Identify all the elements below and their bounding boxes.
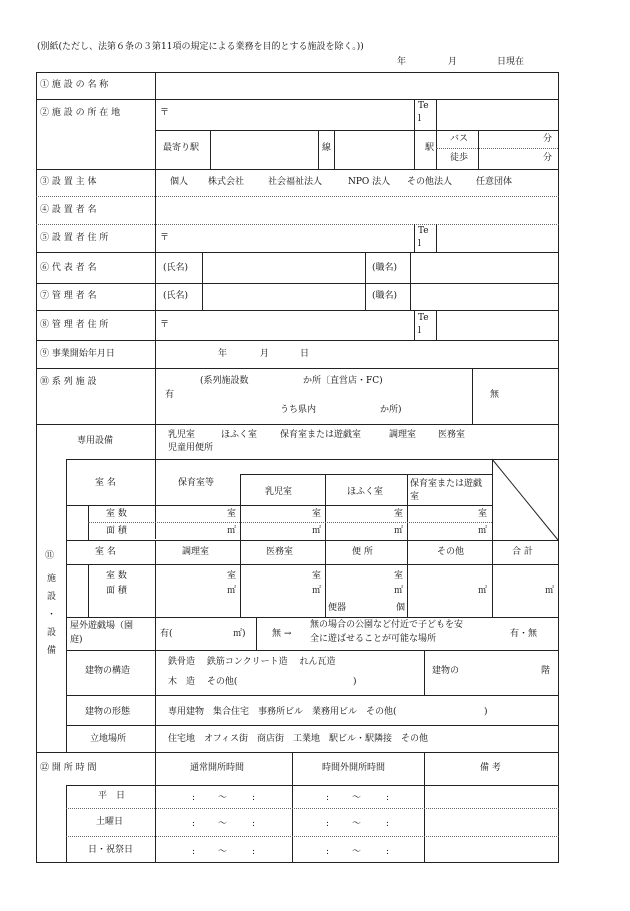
time-tilde-3: ～: [218, 847, 228, 857]
table-rule: [436, 310, 437, 340]
time-colon-1c: :: [326, 793, 330, 803]
dedicated-label: 専用設備: [77, 436, 114, 446]
header-month: 月: [448, 57, 458, 67]
tel-label-2: l: [418, 114, 421, 124]
label-hours: ⑫ 開 所 時 間: [40, 763, 97, 773]
table-rule: [240, 474, 241, 540]
table-rule: [66, 785, 67, 862]
time-colon-3c: :: [326, 847, 330, 857]
time-colon-2b: :: [252, 819, 256, 829]
facility-name-field[interactable]: [160, 80, 550, 94]
unit-area-9: ㎡: [545, 586, 555, 596]
table-rule: [36, 252, 559, 253]
unit-area-8: ㎡: [478, 586, 488, 596]
table-rule: [36, 752, 559, 753]
area-label-2: 面 積: [106, 586, 127, 596]
table-rule: [492, 459, 493, 540]
time-tilde-1b: ～: [352, 793, 362, 803]
form-close-paren: ): [484, 707, 488, 717]
walk-label: 徒歩: [450, 153, 469, 163]
table-rule: [155, 130, 559, 131]
label-equip-c3: ・: [47, 610, 57, 620]
table-rule: [240, 540, 241, 617]
table-rule: [414, 224, 415, 252]
infant-room-header: 乳児室: [265, 487, 293, 497]
holiday-label: 日・祝祭日: [88, 845, 134, 855]
dedicated-kitchen: 調理室: [389, 430, 417, 440]
affiliate-has[interactable]: 有: [165, 390, 175, 400]
table-rule: [36, 310, 559, 311]
weekday-label: 平 日: [98, 791, 126, 801]
table-rule: [436, 148, 558, 149]
total-header: 合 計: [512, 547, 533, 557]
room-name-label-1: 室 名: [95, 478, 116, 488]
unit-room-6: 室: [312, 571, 322, 581]
table-rule: [66, 695, 559, 696]
table-rule: [36, 424, 559, 425]
unit-area-3: ㎡: [394, 526, 404, 536]
outdoor-has-none[interactable]: 有・無: [510, 629, 538, 639]
founder-other-corp[interactable]: その他法人: [407, 177, 453, 187]
time-colon-2a: :: [192, 819, 196, 829]
table-rule: [155, 650, 156, 752]
table-rule: [424, 650, 425, 695]
label-founder-name: ④ 設 置 者 名: [40, 205, 97, 215]
dedicated-toilet: 児童用便所: [168, 443, 214, 453]
table-rule: [334, 130, 335, 169]
unit-room-2: 室: [312, 509, 322, 519]
other-header: その他: [437, 547, 465, 557]
header-year: 年: [397, 57, 407, 67]
table-rule: [66, 459, 559, 460]
outdoor-has[interactable]: 有(: [160, 629, 173, 639]
table-rule: [66, 617, 559, 618]
toilet-seat-unit: 個: [396, 603, 406, 613]
table-rule: [36, 283, 559, 284]
label-equip-c5: 備: [47, 646, 57, 656]
unit-room-5: 室: [227, 571, 237, 581]
start-year: 年: [218, 349, 228, 359]
table-rule: [436, 224, 437, 252]
table-rule: [36, 196, 559, 197]
affiliate-none[interactable]: 無: [490, 390, 500, 400]
rep-name-label: (氏名): [163, 263, 189, 273]
line-label: 線: [322, 143, 332, 153]
mgr-postal: 〒: [160, 320, 170, 330]
founder-voluntary[interactable]: 任意団体: [476, 177, 513, 187]
unit-area-4: ㎡: [478, 526, 488, 536]
founder-postal: 〒: [160, 233, 170, 243]
dedicated-play: 保育室または遊戯室: [280, 430, 362, 440]
outdoor-area-unit: ㎡): [233, 629, 246, 639]
table-rule: [88, 522, 492, 523]
time-colon-2c: :: [326, 819, 330, 829]
label-affiliate: ⑩ 系 列 施 設: [40, 377, 97, 387]
outdoor-label: 屋外遊戯場（園: [70, 621, 134, 631]
postal-mark: 〒: [160, 108, 170, 118]
table-rule: [155, 752, 156, 785]
label-equipment-num: ⑪: [45, 551, 55, 561]
affiliate-count-label: (系列施設数: [200, 376, 249, 386]
outdoor-none[interactable]: 無 →: [272, 629, 292, 639]
toilet-header: 便 所: [352, 547, 373, 557]
nursery-rooms-label: 保育室等: [178, 478, 215, 488]
start-month: 月: [260, 349, 270, 359]
structure-options-1[interactable]: 鉄骨造 鉄筋コンクリート造 れん瓦造: [168, 657, 336, 667]
unit-area-1: ㎡: [227, 526, 237, 536]
mgr-tel: Te: [418, 313, 429, 323]
table-rule: [66, 725, 559, 726]
extra-hours-header: 時間外開所時間: [322, 763, 386, 773]
toilet-seat-label: 便器: [328, 603, 347, 613]
room-count-label-2: 室 数: [106, 571, 127, 581]
table-rule: [36, 99, 559, 100]
table-rule: [202, 252, 203, 310]
table-rule: [292, 752, 293, 862]
affiliate-pref-unit: か所): [380, 405, 402, 415]
medical-header: 医務室: [266, 547, 294, 557]
time-tilde-2: ～: [218, 819, 228, 829]
table-rule: [410, 252, 411, 310]
table-rule: [365, 252, 366, 310]
table-rule: [240, 474, 492, 475]
table-rule: [36, 72, 559, 73]
station-label: 駅: [425, 143, 435, 153]
table-rule: [36, 72, 37, 863]
header-as-of: 日現在: [497, 57, 525, 67]
time-colon-1b: :: [252, 793, 256, 803]
form-options[interactable]: 専用建物 集合住宅 事務所ビル 業務用ビル その他(: [168, 707, 397, 717]
table-rule: [318, 130, 319, 169]
structure-close-paren: ): [353, 677, 357, 687]
founder-tel-2: l: [418, 239, 421, 249]
table-rule: [66, 505, 492, 506]
mgr-title-label: (職名): [372, 291, 398, 301]
time-tilde-1: ～: [218, 793, 228, 803]
unit-area-2: ㎡: [312, 526, 322, 536]
table-rule: [66, 785, 559, 786]
unit-room-1: 室: [227, 509, 237, 519]
table-rule: [436, 99, 437, 130]
table-rule: [558, 72, 559, 863]
table-rule: [66, 650, 559, 651]
structure-label: 建物の構造: [85, 666, 131, 676]
building-floor-label: 建物の: [432, 666, 460, 676]
time-colon-2d: :: [386, 819, 390, 829]
floor-unit: 階: [541, 666, 551, 676]
table-rule: [88, 564, 89, 617]
dedicated-infant: 乳児室: [168, 430, 196, 440]
label-equip-c2: 設: [47, 592, 57, 602]
table-rule: [36, 169, 559, 170]
table-rule: [414, 310, 415, 340]
corner-diagonal-top: [492, 459, 558, 540]
table-rule: [478, 130, 479, 169]
rep-title-label: (職名): [372, 263, 398, 273]
founder-welfare[interactable]: 社会福祉法人: [268, 177, 323, 187]
label-start-date: ⑨ 事業開始年月日: [40, 349, 115, 359]
room-name-label-2: 室 名: [95, 547, 116, 557]
table-rule: [407, 540, 408, 617]
time-colon-3b: :: [252, 847, 256, 857]
table-rule: [66, 836, 559, 837]
tel-label: Te: [418, 101, 429, 111]
affiliate-count-unit: か所〔直営店・FC): [303, 376, 383, 386]
outdoor-none-note-1: 無の場合の公園など付近で子どもを安: [310, 620, 464, 630]
table-rule: [492, 540, 493, 617]
time-colon-1a: :: [192, 793, 196, 803]
label-equip-c1: 施: [47, 574, 57, 584]
bus-label: バス: [450, 134, 469, 144]
remarks-header: 備 考: [480, 763, 501, 773]
label-facility-name: ① 施 設 の 名 称: [40, 80, 109, 90]
table-rule: [66, 564, 559, 565]
time-colon-1d: :: [386, 793, 390, 803]
outdoor-label-2: 庭): [70, 635, 83, 645]
mgr-name-label: (氏名): [163, 291, 189, 301]
label-manager-address: ⑧ 管 理 者 住 所: [40, 320, 109, 330]
play-room-header: 保育室または遊戯: [410, 479, 483, 489]
kitchen-header: 調理室: [182, 547, 210, 557]
table-rule: [66, 808, 559, 809]
header-note: (別紙(ただし、法第６条の３第11項の規定による業務を目的とする施設を除く。)): [37, 42, 364, 52]
table-rule: [155, 72, 156, 424]
site-options[interactable]: 住宅地 オフィス街 商店街 工業地 駅ビル・駅隣接 その他: [168, 734, 429, 744]
time-tilde-2b: ～: [352, 819, 362, 829]
table-rule: [36, 224, 559, 225]
bus-minutes: 分: [543, 134, 553, 144]
table-rule: [436, 130, 437, 169]
table-rule: [155, 617, 156, 650]
play-room-header-2: 室: [410, 492, 420, 502]
room-count-label-1: 室 数: [106, 509, 127, 519]
label-manager: ⑦ 管 理 者 名: [40, 291, 97, 301]
founder-individual[interactable]: 個人: [170, 177, 189, 187]
table-rule: [155, 540, 156, 617]
time-tilde-3b: ～: [352, 847, 362, 857]
table-rule: [414, 99, 415, 169]
table-rule: [325, 474, 326, 540]
unit-room-7: 室: [394, 571, 404, 581]
table-rule: [36, 862, 559, 863]
label-facility-address: ② 施 設 の 所 在 地: [40, 108, 121, 118]
walk-minutes: 分: [543, 153, 553, 163]
mgr-tel-2: l: [418, 326, 421, 336]
table-rule: [66, 459, 67, 752]
start-day: 日: [300, 349, 310, 359]
table-rule: [36, 368, 559, 369]
table-rule: [210, 130, 211, 169]
unit-area-5: ㎡: [227, 586, 237, 596]
nearest-station-label: 最寄り駅: [163, 143, 200, 153]
table-rule: [155, 459, 156, 539]
label-equip-c4: 設: [47, 628, 57, 638]
table-rule: [256, 617, 257, 650]
dedicated-crawl: ほふく室: [221, 430, 258, 440]
founder-tel: Te: [418, 226, 429, 236]
saturday-label: 土曜日: [96, 817, 124, 827]
unit-room-4: 室: [478, 509, 488, 519]
label-founder-address: ⑤ 設 置 者 住 所: [40, 233, 109, 243]
time-colon-3a: :: [192, 847, 196, 857]
label-representative: ⑥ 代 表 者 名: [40, 263, 97, 273]
table-rule: [36, 340, 559, 341]
area-label-1: 面 積: [106, 526, 127, 536]
unit-room-3: 室: [394, 509, 404, 519]
affiliate-pref-label: うち県内: [280, 405, 317, 415]
dedicated-medical: 医務室: [438, 430, 466, 440]
table-rule: [155, 785, 156, 862]
crawl-room-header: ほふく室: [347, 487, 384, 497]
site-label: 立地場所: [90, 734, 127, 744]
outdoor-none-note-2: 全に遊ばせることが可能な場所: [310, 634, 437, 644]
table-rule: [66, 540, 559, 541]
table-rule: [325, 540, 326, 617]
unit-area-7: ㎡: [394, 586, 404, 596]
normal-hours-header: 通常開所時間: [190, 763, 245, 773]
structure-options-2[interactable]: 木 造 その他(: [168, 677, 238, 687]
table-rule: [472, 368, 473, 424]
table-rule: [155, 424, 156, 459]
founder-corp[interactable]: 株式会社: [208, 177, 245, 187]
founder-npo[interactable]: NPO 法人: [348, 177, 391, 187]
form-label: 建物の形態: [85, 707, 131, 717]
table-rule: [424, 752, 425, 862]
label-founder-type: ③ 設 置 主 体: [40, 177, 97, 187]
time-colon-3d: :: [386, 847, 390, 857]
unit-area-6: ㎡: [312, 586, 322, 596]
table-rule: [407, 474, 408, 540]
